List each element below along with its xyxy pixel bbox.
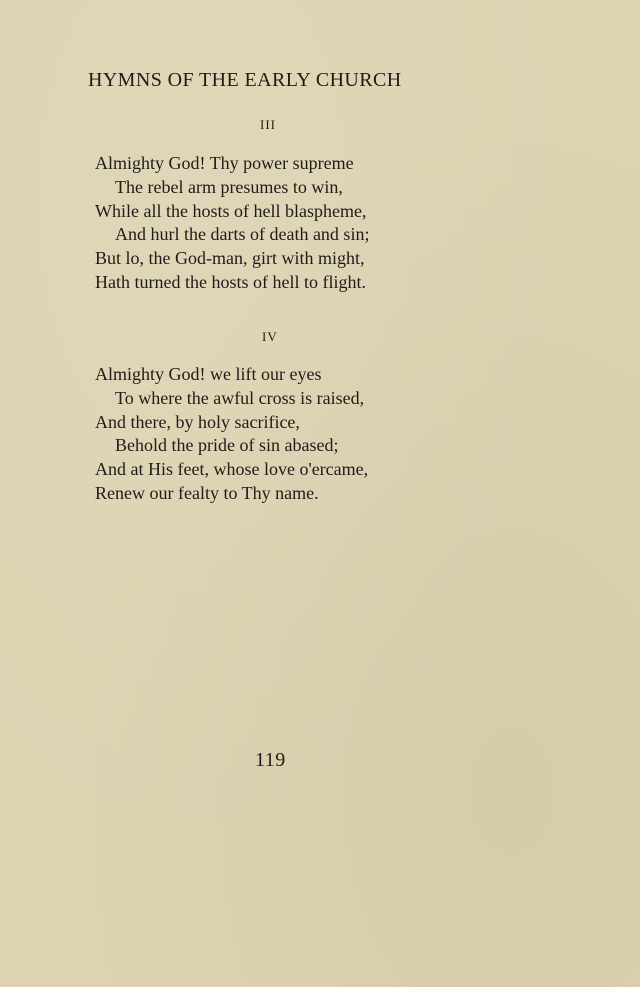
stanza-line: To where the awful cross is raised, bbox=[115, 387, 365, 408]
section-number-iv: IV bbox=[262, 329, 278, 344]
running-head: HYMNS OF THE EARLY CHURCH bbox=[88, 69, 402, 91]
stanza-line: Hath turned the hosts of hell to flight. bbox=[95, 271, 366, 292]
stanza-line: Almighty God! Thy power supreme bbox=[95, 153, 354, 173]
stanza-line: And hurl the darts of death and sin; bbox=[115, 224, 370, 245]
stanza-line: Renew our fealty to Thy name. bbox=[95, 482, 319, 503]
stanza-line: But lo, the God-man, girt with might, bbox=[95, 248, 365, 269]
stanza-line: And at His feet, whose love o'ercame, bbox=[95, 459, 369, 480]
stanza-line: While all the hosts of hell blaspheme, bbox=[95, 200, 367, 221]
stanza-line: Almighty God! we lift our eyes bbox=[95, 364, 322, 384]
stanza-line: The rebel arm presumes to win, bbox=[115, 176, 343, 197]
page-number: 119 bbox=[255, 749, 286, 771]
stanza-iv bbox=[95, 363, 368, 506]
stanza-line: Behold the pride of sin abased; bbox=[115, 435, 339, 456]
section-number-iii: III bbox=[260, 117, 276, 132]
stanza-iii bbox=[95, 152, 369, 295]
stanza-line: And there, by holy sacrifice, bbox=[95, 411, 300, 432]
